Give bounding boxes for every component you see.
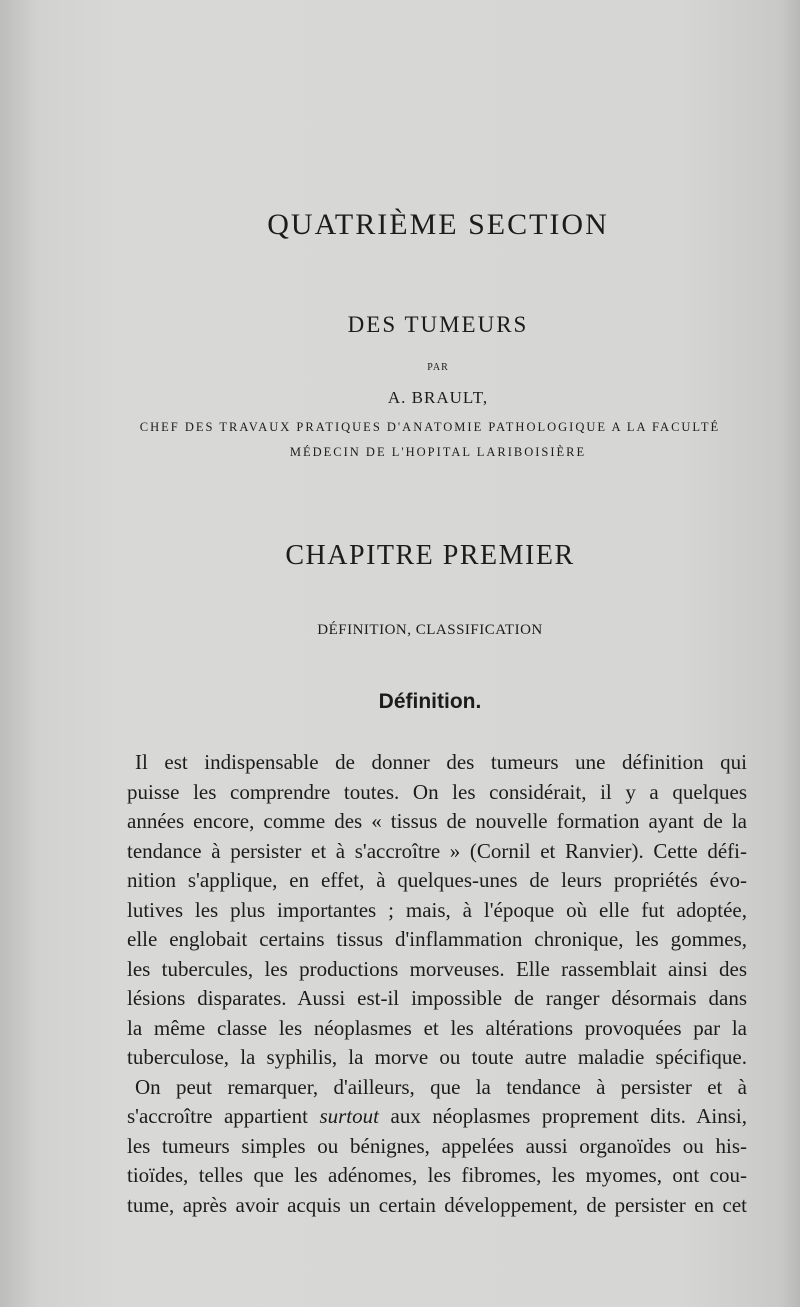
text-segment: aux néoplasmes proprement dits. Ainsi, <box>378 1104 747 1128</box>
body-text <box>127 748 747 1220</box>
text-line: Il est indispensable de donner des tumeurs une définition qui <box>135 750 747 774</box>
emphasis-word: surtout <box>319 1104 379 1128</box>
author-affiliation-1: CHEF DES TRAVAUX PRATIQUES D'ANATOMIE PATHOLOGIQUE A LA FACULTÉ <box>139 420 721 434</box>
author-name: A. BRAULT, <box>387 388 489 407</box>
text-line: nition s'applique, en effet, à quelques-unes de leurs propriétés évo- <box>127 868 747 892</box>
text-line: la même classe les néoplasmes et les altérations provoquées par la <box>127 1015 747 1040</box>
text-line: les tumeurs simples ou bénignes, appelées aussi organoïdes ou his- <box>127 1133 747 1158</box>
section-title: QUATRIÈME SECTION <box>267 208 609 241</box>
text-line: tume, après avoir acquis un certain développement, de persister en cet <box>127 1192 747 1217</box>
part-title: DES TUMEURS <box>347 312 529 337</box>
text-line: tioïdes, telles que les adénomes, les fibromes, les myomes, ont cou- <box>127 1163 747 1187</box>
text-line: elle englobait certains tissus d'inflammation chronique, les gommes, <box>127 927 747 951</box>
paragraph-2 <box>127 1073 747 1221</box>
text-line: On peut remarquer, d'ailleurs, que la tendance à persister et à <box>135 1074 747 1099</box>
text-line-with-emphasis <box>127 1102 747 1132</box>
subsection-heading: Définition. <box>378 690 482 713</box>
text-line: années encore, comme des « tissus de nouvelle formation ayant de la <box>127 809 747 833</box>
text-line: tendance à persister et à s'accroître » (Cornil et Ranvier). Cette défi- <box>127 838 747 863</box>
text-line: lésions disparates. Aussi est-il impossible de ranger désormais dans <box>127 986 747 1010</box>
par-label: PAR <box>427 362 449 373</box>
text-line: lutives les plus importantes ; mais, à l'époque où elle fut adoptée, <box>127 897 747 922</box>
text-segment: s'accroître appartient <box>127 1104 320 1128</box>
chapter-subtitle: DÉFINITION, CLASSIFICATION <box>317 622 543 638</box>
text-line: puisse les comprendre toutes. On les considérait, il y a quelques <box>127 779 747 804</box>
chapter-title: CHAPITRE PREMIER <box>285 540 575 571</box>
text-line: les tubercules, les productions morveuses. Elle rassemblait ainsi des <box>127 956 747 981</box>
author-affiliation-2: MÉDECIN DE L'HOPITAL LARIBOISIÈRE <box>289 445 587 459</box>
text-line: tuberculose, la syphilis, la morve ou toute autre maladie spécifique. <box>127 1045 747 1069</box>
paragraph-1 <box>127 748 747 1073</box>
